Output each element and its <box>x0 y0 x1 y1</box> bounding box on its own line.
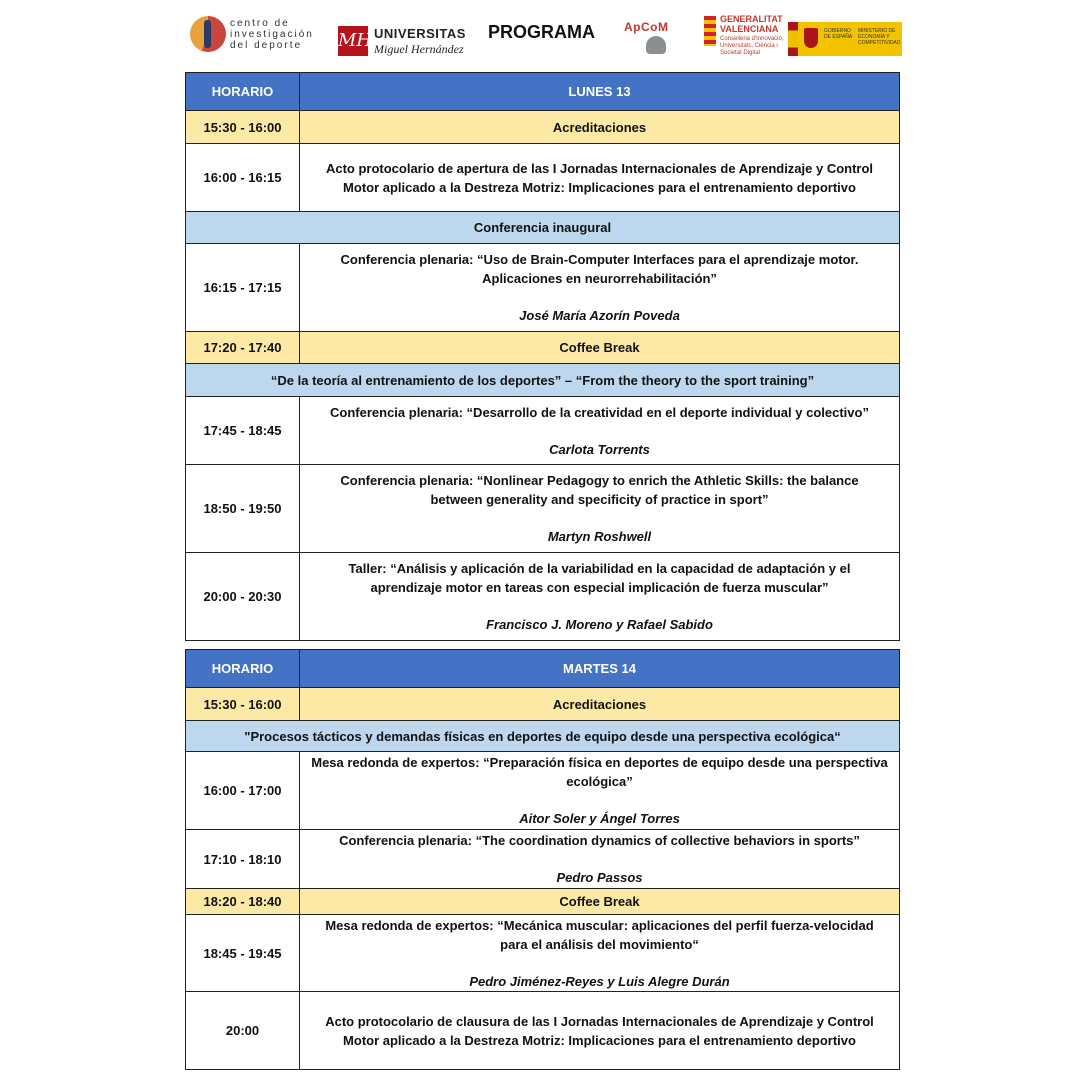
event-cell <box>300 244 900 332</box>
gobierno-logo-right: MINISTERIO DE ECONOMÍA Y COMPETITIVIDAD <box>858 28 901 46</box>
table-row <box>186 992 900 1070</box>
time-cell: 17:45 - 18:45 <box>186 397 300 465</box>
time-cell: 18:20 - 18:40 <box>186 889 300 915</box>
page-header <box>0 0 1080 70</box>
event-title: Mesa redonda de expertos: “Preparación física en deportes de equipo desde una perspectiva ecológica” <box>311 755 888 789</box>
time-cell: 17:10 - 18:10 <box>186 830 300 889</box>
spain-flag-icon <box>788 22 798 56</box>
table-row <box>186 889 900 915</box>
table-row <box>186 111 900 144</box>
event-speaker: José María Azorín Poveda <box>519 308 680 323</box>
cid-logo <box>190 14 314 56</box>
event-cell: Acto protocolario de apertura de las I Jornadas Internacionales de Aprendizaje y Control Motor aplicado a la Destreza Motriz: Implicaciones para el entrenamiento deportivo <box>300 144 900 212</box>
table-header-row <box>186 73 900 111</box>
event-cell <box>300 553 900 641</box>
gva-logo-title: GENERALITAT VALENCIANA <box>720 14 783 34</box>
event-title: Conferencia plenaria: “The coordination dynamics of collective behaviors in sports” <box>339 833 860 848</box>
section-band: "Procesos tácticos y demandas físicas en deportes de equipo desde una perspectiva ecológica“ <box>186 721 900 752</box>
umh-logo-mark: MH <box>338 26 368 56</box>
event-speaker: Francisco J. Moreno y Rafael Sabido <box>486 617 713 632</box>
coat-of-arms-icon <box>804 28 818 48</box>
section-band: Conferencia inaugural <box>186 212 900 244</box>
table-row <box>186 688 900 721</box>
event-cell <box>300 465 900 553</box>
event-cell <box>300 830 900 889</box>
table-row <box>186 332 900 364</box>
seal-icon <box>646 36 666 54</box>
gva-logo-sub: Conselleria d'Innovació, Universitats, Ciència i Societat Digital <box>720 36 784 56</box>
cid-logo-text: centro de investigación del deporte <box>230 18 314 51</box>
time-cell: 15:30 - 16:00 <box>186 688 300 721</box>
section-band-row <box>186 364 900 397</box>
gobierno-logo-left: GOBIERNO DE ESPAÑA <box>824 28 853 40</box>
time-cell: 18:50 - 19:50 <box>186 465 300 553</box>
event-title: Conferencia plenaria: “Nonlinear Pedagogy to enrich the Athletic Skills: the balance between generality and specificity of practice in sport” <box>340 473 859 507</box>
event-speaker: Pedro Jiménez-Reyes y Luis Alegre Durán <box>469 973 730 989</box>
section-band-row <box>186 721 900 752</box>
schedule-table-day2 <box>185 649 900 1070</box>
senyera-icon <box>704 16 716 46</box>
table-row <box>186 397 900 465</box>
table-row <box>186 752 900 830</box>
gobierno-logo <box>788 22 902 56</box>
event-cell: Acreditaciones <box>300 688 900 721</box>
gva-logo <box>704 14 784 62</box>
apcom-logo <box>624 20 688 60</box>
umh-logo-line1: UNIVERSITAS <box>374 26 466 41</box>
column-header-horario: HORARIO <box>186 650 300 688</box>
time-cell: 16:00 - 17:00 <box>186 752 300 830</box>
column-header-day: MARTES 14 <box>300 650 900 688</box>
event-title: Conferencia plenaria: “Desarrollo de la creatividad en el deporte individual y colectivo” <box>330 404 869 420</box>
event-title: Mesa redonda de expertos: “Mecánica muscular: aplicaciones del perfil fuerza-velocidad para el análisis del movimiento“ <box>325 917 874 952</box>
event-cell: Coffee Break <box>300 332 900 364</box>
table-header-row <box>186 650 900 688</box>
section-band-row <box>186 212 900 244</box>
table-row <box>186 915 900 992</box>
time-cell: 16:15 - 17:15 <box>186 244 300 332</box>
event-speaker: Carlota Torrents <box>549 441 650 457</box>
event-speaker: Aitor Soler y Ángel Torres <box>519 811 680 826</box>
table-row <box>186 465 900 553</box>
event-cell: Acreditaciones <box>300 111 900 144</box>
event-title: Taller: “Análisis y aplicación de la variabilidad en la capacidad de adaptación y el aprendizaje motor en tareas con especial implicación de fuerza muscular” <box>348 561 851 595</box>
section-band: “De la teoría al entrenamiento de los deportes” – “From the theory to the sport training” <box>186 364 900 397</box>
event-speaker: Pedro Passos <box>556 870 643 885</box>
umh-logo <box>338 24 468 60</box>
event-cell: Acto protocolario de clausura de las I Jornadas Internacionales de Aprendizaje y Control Motor aplicado a la Destreza Motriz: Implicaciones para el entrenamiento deportivo <box>300 992 900 1070</box>
event-cell <box>300 752 900 830</box>
umh-logo-line2: Miguel Hernández <box>374 42 464 56</box>
table-row <box>186 244 900 332</box>
time-cell: 16:00 - 16:15 <box>186 144 300 212</box>
time-cell: 20:00 <box>186 992 300 1070</box>
table-row <box>186 144 900 212</box>
table-row <box>186 553 900 641</box>
event-cell: Coffee Break <box>300 889 900 915</box>
column-header-day: LUNES 13 <box>300 73 900 111</box>
time-cell: 17:20 - 17:40 <box>186 332 300 364</box>
apcom-logo-text: ApCoM <box>624 20 669 34</box>
schedule-table-day1 <box>185 72 900 641</box>
event-cell <box>300 915 900 992</box>
time-cell: 18:45 - 19:45 <box>186 915 300 992</box>
page-title: PROGRAMA <box>488 22 595 42</box>
time-cell: 15:30 - 16:00 <box>186 111 300 144</box>
column-header-horario: HORARIO <box>186 73 300 111</box>
time-cell: 20:00 - 20:30 <box>186 553 300 641</box>
event-title: Conferencia plenaria: “Uso de Brain-Computer Interfaces para el aprendizaje motor. Aplicaciones en neurorrehabilitación” <box>340 252 859 286</box>
event-cell <box>300 397 900 465</box>
table-row <box>186 830 900 889</box>
cid-logo-mark <box>190 16 226 52</box>
event-speaker: Martyn Roshwell <box>547 529 652 544</box>
